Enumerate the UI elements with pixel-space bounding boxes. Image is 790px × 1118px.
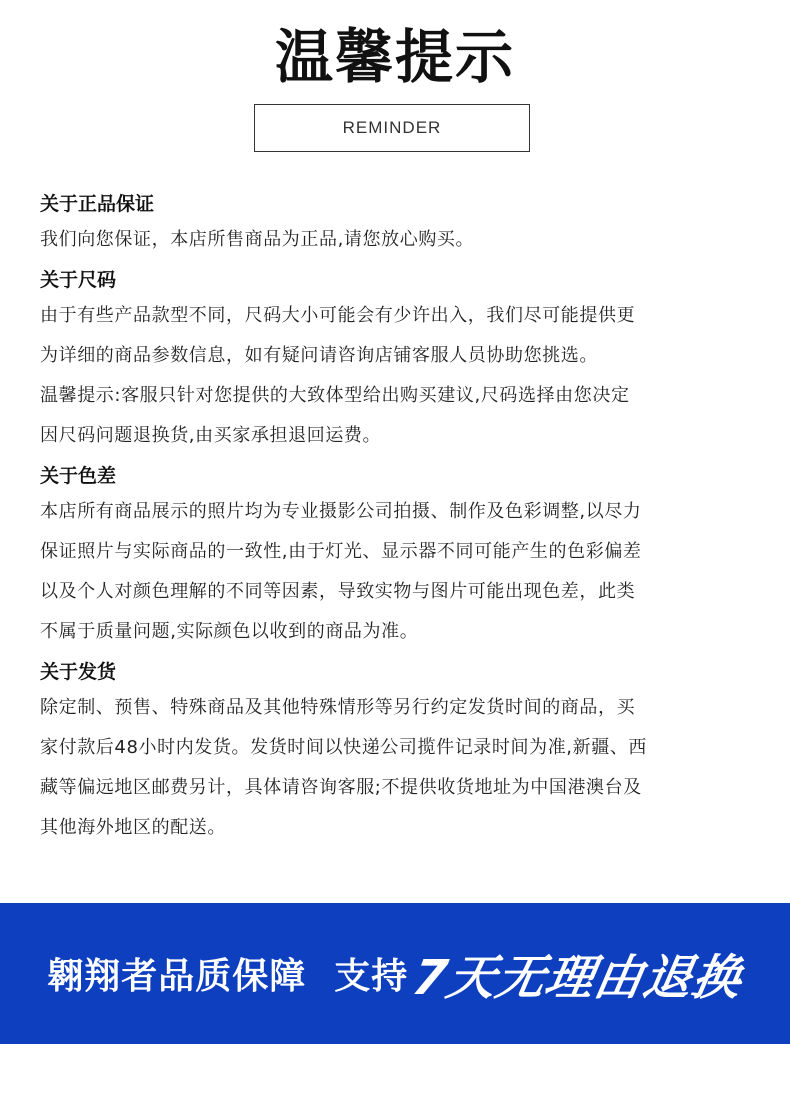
section-line: 温馨提示:客服只针对您提供的大致体型给出购买建议,尺码选择由您决定 [40,385,630,406]
section-heading: 关于正品保证 [40,193,155,215]
banner-support-text: 支持 [334,956,409,997]
section-authenticity [40,188,760,260]
banner-highlight-text: 7天无理由退换 [408,950,747,1006]
section-color-difference [40,460,760,652]
section-line: 本店所有商品展示的照片均为专业摄影公司拍摄、制作及色彩调整,以尽力 [40,501,642,522]
section-shipping [40,656,760,848]
section-line: 因尺码问题退换货,由买家承担退回运费。 [40,425,382,446]
section-line: 保证照片与实际商品的一致性,由于灯光、显示器不同可能产生的色彩偏差 [40,541,642,562]
section-line: 不属于质量问题,实际颜色以收到的商品为准。 [40,621,419,642]
section-line: 家付款后48小时内发货。发货时间以快递公司揽件记录时间为准,新疆、西 [40,737,648,758]
section-heading: 关于色差 [40,465,117,487]
section-line: 藏等偏远地区邮费另计，具体请咨询客服;不提供收货地址为中国港澳台及 [40,777,642,798]
subtitle-text: REMINDER [342,118,442,137]
subtitle-box [254,104,530,152]
guarantee-banner [0,903,790,1044]
section-line: 为详细的商品参数信息，如有疑问请咨询店铺客服人员协助您挑选。 [40,345,598,366]
section-line: 除定制、预售、特殊商品及其他特殊情形等另行约定发货时间的商品，买 [40,697,636,718]
section-line: 以及个人对颜色理解的不同等因素，导致实物与图片可能出现色差，此类 [40,581,636,602]
banner-brand-text: 翱翔者品质保障 [47,956,307,997]
section-size [40,264,760,456]
page-title: 温馨提示 [274,23,515,91]
section-line: 由于有些产品款型不同，尺码大小可能会有少许出入，我们尽可能提供更 [40,305,636,326]
notice-content [40,188,760,848]
section-line: 我们向您保证，本店所售商品为正品,请您放心购买。 [40,229,475,250]
section-heading: 关于尺码 [40,269,117,291]
section-line: 其他海外地区的配送。 [40,817,226,838]
section-heading: 关于发货 [40,661,117,683]
